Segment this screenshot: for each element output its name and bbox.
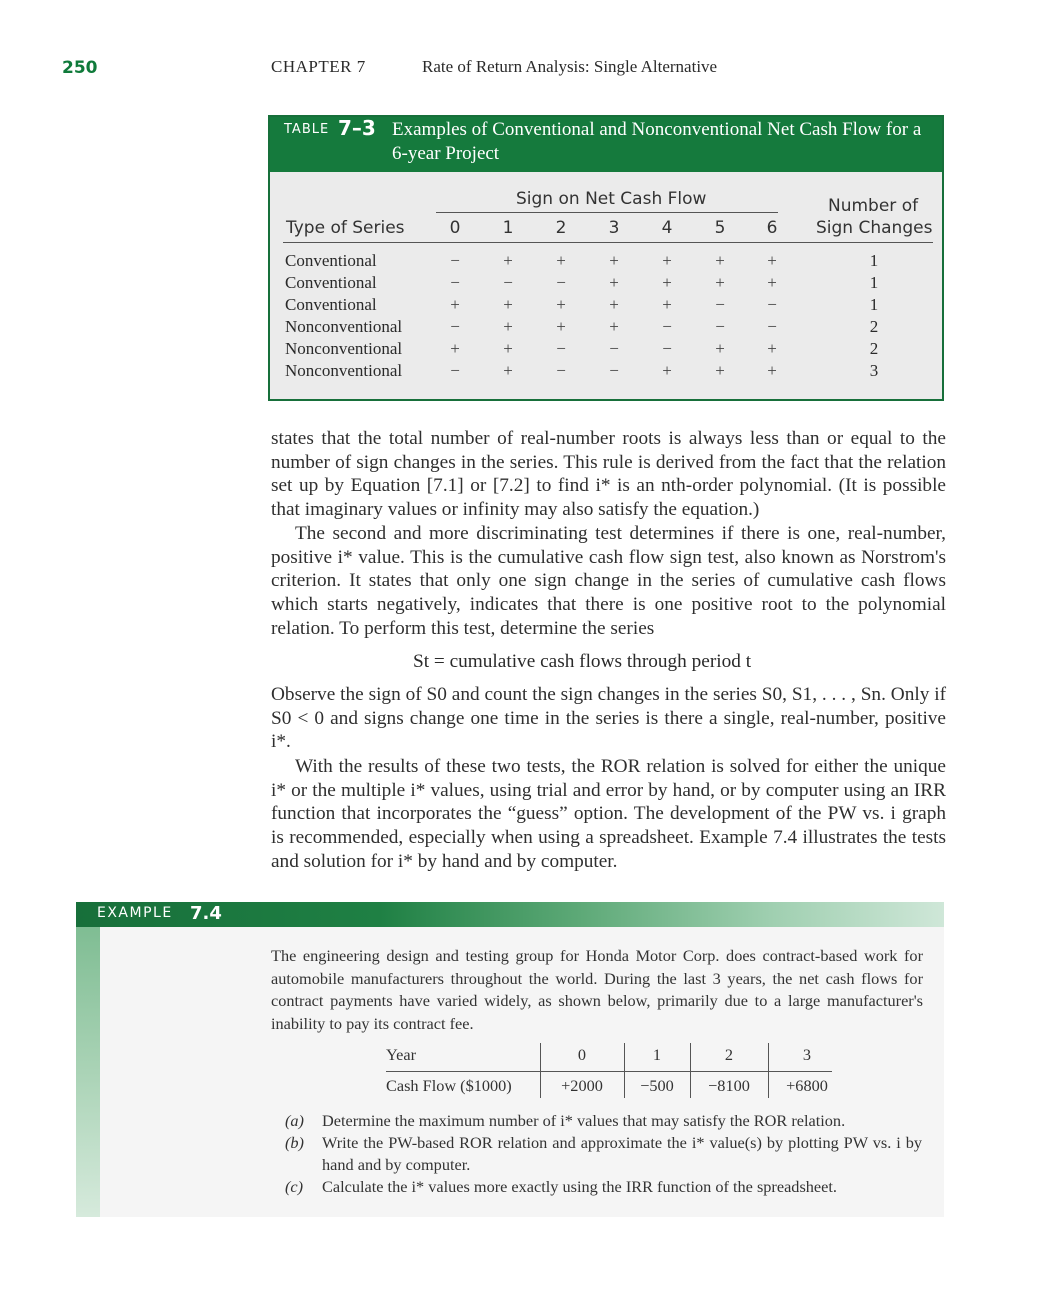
- sign-cell: −: [450, 273, 460, 292]
- cash-flow-cell: −8100: [708, 1076, 750, 1095]
- sign-changes-cell: 1: [869, 251, 879, 270]
- column-header-period: 5: [714, 218, 726, 238]
- sign-cell: +: [450, 295, 460, 314]
- column-header-number-of: Number of: [828, 196, 919, 216]
- cash-flow-row-label: Cash Flow ($1000): [386, 1076, 512, 1095]
- sign-cell: −: [556, 339, 566, 358]
- header-rule: [283, 242, 933, 243]
- example-tag-word: EXAMPLE: [97, 905, 173, 921]
- sign-cell: +: [767, 273, 777, 292]
- table-caption: Examples of Conventional and Nonconventional Net Cash Flow for a 6-year Project: [392, 119, 922, 164]
- sign-cell: +: [715, 361, 725, 380]
- sign-cell: +: [609, 251, 619, 270]
- sign-cell: +: [556, 317, 566, 336]
- year-cell: 2: [724, 1045, 734, 1064]
- sign-cell: +: [662, 251, 672, 270]
- sign-cell: +: [556, 251, 566, 270]
- sign-cell: −: [662, 339, 672, 358]
- sign-cell: +: [609, 273, 619, 292]
- question-marker: (b): [285, 1133, 304, 1152]
- body-paragraph: states that the total number of real-number roots is always less than or equal to the number of sign changes in the series. This rule is derived from the fact that the relation set up by Equation [7.1] or [7.2] to find i* is an nth-order polynomial. (It is possible that imaginary values or infinity may also satisfy the equation.): [271, 428, 946, 521]
- sign-changes-cell: 3: [869, 361, 879, 380]
- sign-cell: +: [556, 295, 566, 314]
- series-type-cell: Nonconventional: [285, 317, 403, 336]
- year-cell: 1: [652, 1045, 662, 1064]
- body-paragraph: With the results of these two tests, the ROR relation is solved for either the unique i* or the multiple i* values, using trial and error by hand, or by computer using an IRR function that incorporates the “guess” option. The development of the PW vs. i graph is recommended, especially when using a spreadsheet. Example 7.4 illustrates the tests and solution for i* by hand and by computer.: [271, 756, 946, 872]
- column-header-period: 6: [766, 218, 778, 238]
- year-cell: 0: [577, 1045, 587, 1064]
- table-tag-number: 7–3: [338, 116, 376, 140]
- sign-cell: −: [767, 317, 777, 336]
- column-header-period: 3: [608, 218, 620, 238]
- column-header-type: Type of Series: [286, 218, 405, 238]
- sign-cell: +: [662, 273, 672, 292]
- sign-cell: −: [609, 339, 619, 358]
- cash-flow-cell: +2000: [561, 1076, 603, 1095]
- sign-cell: −: [662, 317, 672, 336]
- example-table-rule: [386, 1071, 832, 1072]
- body-paragraph: The second and more discriminating test determines if there is one, real-number, positive i* value. This is the cumulative cash flow sign test, also known as Norstrom's criterion. It states that only one sign change in the series of cumulative cash flows which starts negatively, indicates that there is one positive root to the polynomial relation. To perform this test, determine the series: [271, 523, 946, 639]
- column-header-period: 2: [555, 218, 567, 238]
- series-type-cell: Nonconventional: [285, 361, 403, 380]
- sign-cell: +: [503, 317, 513, 336]
- sign-cell: −: [450, 251, 460, 270]
- question-marker: (a): [285, 1111, 304, 1130]
- sign-cell: −: [715, 317, 725, 336]
- series-type-cell: Nonconventional: [285, 339, 403, 358]
- sign-cell: +: [503, 361, 513, 380]
- example-statement: The engineering design and testing group for Honda Motor Corp. does contract-based work for automobile manufacturers throughout the world. During the last 3 years, the net cash flows for contract payments have varied widely, as shown below, primarily due to a large manufacturer's inability to pay its contract fee.: [271, 946, 923, 1033]
- sign-cell: +: [503, 251, 513, 270]
- chapter-title: Rate of Return Analysis: Single Alternative: [422, 57, 718, 76]
- column-header-sign-changes: Sign Changes: [816, 218, 933, 238]
- sign-cell: +: [450, 339, 460, 358]
- column-divider: [540, 1043, 541, 1098]
- column-header-period: 0: [449, 218, 461, 238]
- sign-cell: +: [715, 273, 725, 292]
- sign-cell: −: [450, 317, 460, 336]
- year-row-label: Year: [386, 1045, 417, 1064]
- table-tag-word: TABLE: [284, 122, 330, 137]
- sign-cell: +: [609, 295, 619, 314]
- series-type-cell: Conventional: [285, 273, 377, 292]
- sign-cell: −: [503, 273, 513, 292]
- sign-cell: +: [503, 339, 513, 358]
- sign-cell: +: [715, 339, 725, 358]
- column-header-period: 4: [661, 218, 673, 238]
- sign-cell: +: [767, 361, 777, 380]
- equation: St = cumulative cash flows through period t: [413, 651, 752, 672]
- sign-cell: −: [609, 361, 619, 380]
- chapter-label: CHAPTER 7: [271, 57, 366, 76]
- example-tag-number: 7.4: [190, 903, 222, 924]
- page-number: 250: [62, 58, 98, 78]
- question-text: Calculate the i* values more exactly using the IRR function of the spreadsheet.: [322, 1177, 837, 1196]
- sign-cell: −: [556, 361, 566, 380]
- series-type-cell: Conventional: [285, 295, 377, 314]
- year-cell: 3: [802, 1045, 812, 1064]
- question-text: Write the PW-based ROR relation and approximate the i* value(s) by plotting PW vs. i by hand and by computer.: [322, 1133, 922, 1174]
- cash-flow-cell: −500: [640, 1076, 674, 1095]
- column-group-rule: [436, 212, 778, 213]
- question-marker: (c): [285, 1177, 304, 1196]
- sign-cell: +: [503, 295, 513, 314]
- sign-changes-cell: 2: [869, 317, 879, 336]
- sign-cell: +: [662, 361, 672, 380]
- cash-flow-cell: +6800: [786, 1076, 828, 1095]
- sign-cell: +: [662, 295, 672, 314]
- sign-cell: −: [556, 273, 566, 292]
- sign-cell: +: [715, 251, 725, 270]
- body-paragraph: Observe the sign of S0 and count the sign changes in the series S0, S1, . . . , Sn. Only if S0 < 0 and signs change one time in the series is there a single, real-number, positive i*.: [271, 684, 946, 753]
- column-group-header: Sign on Net Cash Flow: [516, 189, 707, 209]
- sign-changes-cell: 2: [869, 339, 879, 358]
- question-text: Determine the maximum number of i* values that may satisfy the ROR relation.: [322, 1111, 846, 1130]
- sign-cell: +: [609, 317, 619, 336]
- series-type-cell: Conventional: [285, 251, 377, 270]
- sign-cell: −: [767, 295, 777, 314]
- example-side-strip: [76, 927, 100, 1217]
- sign-cell: −: [715, 295, 725, 314]
- sign-cell: −: [450, 361, 460, 380]
- sign-changes-cell: 1: [869, 295, 879, 314]
- sign-cell: +: [767, 251, 777, 270]
- sign-cell: +: [767, 339, 777, 358]
- column-header-period: 1: [502, 218, 514, 238]
- sign-changes-cell: 1: [869, 273, 879, 292]
